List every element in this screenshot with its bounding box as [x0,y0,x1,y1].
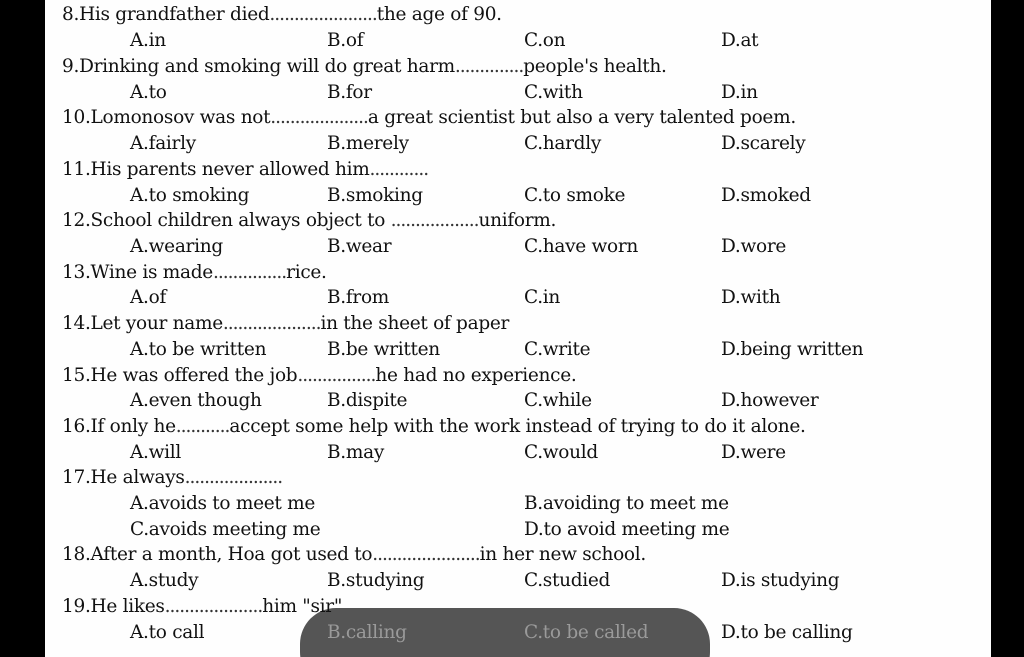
question-number: 9. [62,56,80,77]
question-text-after: the age of 90. [376,4,502,25]
option-c: C.on [524,30,566,51]
option-b: B.smoking [327,185,423,206]
answer-blank: ........... [175,416,230,437]
option-a: A.of [130,287,167,308]
option-d: D.to be calling [721,622,853,643]
option-d: D.however [721,390,819,411]
option-b: B.of [327,30,364,51]
question-17 [62,465,282,491]
answer-blank: ...................... [372,544,480,565]
option-c: C.avoids meeting me [130,519,321,540]
question-number: 11. [62,159,91,180]
question-text-after: in her new school. [479,544,646,565]
option-c: C.while [524,390,592,411]
question-text-before: His parents never allowed him [90,159,370,180]
question-text-before: Let your name [90,313,223,334]
question-10 [62,105,796,131]
option-b: B.be written [327,339,440,360]
question-number: 12. [62,210,91,231]
option-c: C.studied [524,570,611,591]
question-9 [62,54,667,80]
option-a: A.to be written [130,339,267,360]
question-text-before: School children always object to [90,210,391,231]
question-12 [62,208,556,234]
question-text-after: accept some help with the work instead of trying to do it alone. [229,416,806,437]
option-b: B.for [327,82,372,103]
option-d: D.were [721,442,786,463]
option-d: D.smoked [721,185,811,206]
question-number: 8. [62,4,80,25]
question-number: 10. [62,107,91,128]
option-d: D.in [721,82,758,103]
option-c: C.have worn [524,236,639,257]
option-c: C.write [524,339,591,360]
question-text-before: He likes [90,596,165,617]
option-d: D.wore [721,236,787,257]
option-b: B.from [327,287,390,308]
question-number: 18. [62,544,91,565]
question-text-after: rice. [286,262,327,283]
question-11 [62,157,428,183]
question-text-before: Wine is made [90,262,213,283]
answer-blank: .................. [390,210,479,231]
option-d: D.to avoid meeting me [524,519,730,540]
question-number: 14. [62,313,91,334]
option-b: B.dispite [327,390,408,411]
option-d: D.being written [721,339,864,360]
question-text-after: in the sheet of paper [320,313,510,334]
question-text-before: If only he [90,416,176,437]
answer-blank: ...................... [269,4,377,25]
option-a: A.study [130,570,199,591]
question-13 [62,260,327,286]
answer-blank: .................... [270,107,368,128]
answer-blank: .................... [164,596,263,617]
answer-blank: .............. [454,56,524,77]
option-a: A.wearing [130,236,223,257]
option-b: B.avoiding to meet me [524,493,729,514]
question-number: 19. [62,596,91,617]
option-a: A.in [130,30,166,51]
question-8 [62,2,502,28]
option-a: A.avoids to meet me [130,493,315,514]
option-a: A.even though [130,390,262,411]
question-text-before: He was offered the job [90,365,298,386]
question-number: 17. [62,467,91,488]
option-d: D.scarely [721,133,806,154]
question-14 [62,311,509,337]
option-a: A.to smoking [130,185,250,206]
question-number: 15. [62,365,91,386]
question-text-before: He always [90,467,185,488]
option-b: B.studying [327,570,425,591]
option-c: C.with [524,82,583,103]
answer-blank: ............... [212,262,287,283]
question-text-after: him "sir" [262,596,343,617]
option-c: C.in [524,287,561,308]
question-18 [62,542,646,568]
option-c: C.would [524,442,598,463]
option-c: C.hardly [524,133,601,154]
question-text-before: After a month, Hoa got used to [90,544,373,565]
option-c: C.to be called [524,622,649,643]
option-d: D.is studying [721,570,840,591]
question-text-before: Lomonosov was not [90,107,271,128]
question-text-after: uniform. [478,210,557,231]
question-text-after: he had no experience. [375,365,577,386]
question-text-after: a great scientist but also a very talented poem. [367,107,796,128]
question-text-before: Drinking and smoking will do great harm [79,56,455,77]
answer-blank: ............ [369,159,429,180]
question-16 [62,414,806,440]
answer-blank: .................... [222,313,321,334]
option-a: A.will [130,442,182,463]
question-19 [62,594,342,620]
option-c: C.to smoke [524,185,626,206]
option-b: B.may [327,442,384,463]
option-d: D.with [721,287,781,308]
question-text-before: His grandfather died [79,4,270,25]
option-a: A.to [130,82,167,103]
answer-blank: ................ [297,365,376,386]
option-d: D.at [721,30,759,51]
question-15 [62,363,576,389]
question-number: 16. [62,416,91,437]
question-text-after: people's health. [523,56,667,77]
option-b: B.merely [327,133,409,154]
answer-blank: .................... [184,467,283,488]
option-a: A.to call [130,622,205,643]
option-a: A.fairly [130,133,196,154]
option-b: B.calling [327,622,407,643]
option-b: B.wear [327,236,392,257]
question-number: 13. [62,262,91,283]
